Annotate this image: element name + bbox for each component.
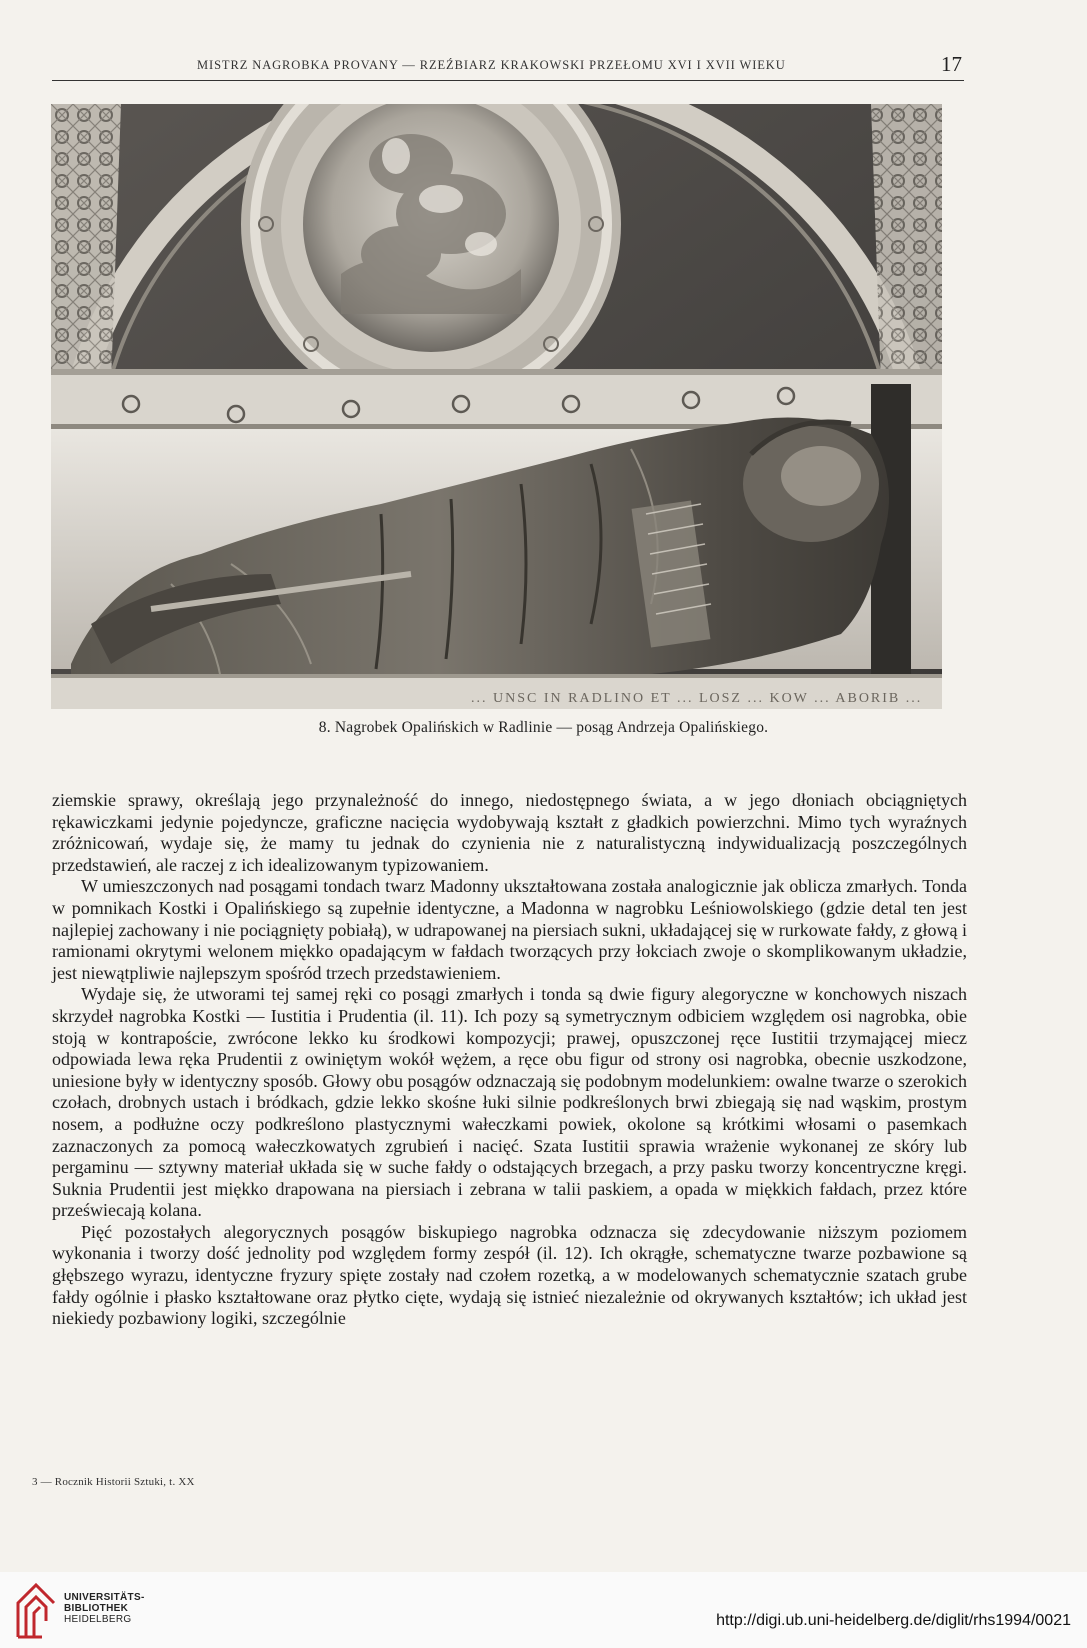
paragraph-2: W umieszczonych nad posągami tondach twarz Madonny ukształtowana została analogicznie jak oblicza zmarłych. Tonda w pomnikach Kostki i Opalińskiego są zupełnie identyczne, a Madonna w nagrobku Leśniowolskiego (gdzie detal ten jest najlepiej zachowany i nie pociągnięty pobiałą), w udrapowanej na piersiach sukni, układającej się w rurkowate fałdy, z głową i ramionami okrytymi welonem miękko opadającym w fałdach tworzących przy łokciach zwoje o skomplikowanym układzie, jest niewątpliwie najlepszym spośród trzech przedstawieniem. bbox=[52, 876, 967, 983]
library-footer bbox=[0, 1572, 1087, 1648]
library-name-line-3: HEIDELBERG bbox=[64, 1614, 132, 1625]
library-name-line-2: BIBLIOTHEK bbox=[64, 1603, 129, 1614]
paragraph-3: Wydaje się, że utworami tej samej ręki co posągi zmarłych i tonda są dwie figury alegoryczne w konchowych niszach skrzydeł nagrobka Kostki — Iustitia i Prudentia (il. 11). Ich pozy są symetrycznym odbiciem względem osi nagrobka, obie stoją w kontrapoście, zwrócone lekko ku środkowi kompozycji; prawej, opuszczonej ręce Iustitii trzymającej miecz odpowiada lewa ręka Prudentii z owiniętym wokół wężem, a ręce obu figur od strony osi nagrobka, obecnie uszkodzone, uniesione były w identyczny sposób. Głowy obu posągów odznaczają się podobnym modelunkiem: owalne twarze o szerokich czołach, drobnych ustach i bródkach, gdzie lekko skośne łuki silnie podkreślonych brwi zbiegają się nad wąskim, prostym nosem, a podłużne oczy podkreślono plastycznymi wałeczkami powiek, okolone są krótkimi włosami o pasemkach zaznaczonych za pomocą wałeczkowatych zgrubień i nacięć. Szata Iustitii sprawia wrażenie wykonanej ze skóry lub pergaminu — sztywny materiał układa się w suche fałdy o odstających brzegach, a przy pasku tworzy koncentryczne kręgi. Suknia Prudentii jest miękko drapowana na piersiach i zebrana w talii paskiem, a opada w miękkich fałdach, przez które przeświecają kolana. bbox=[52, 984, 967, 1221]
paragraph-4: Pięć pozostałych alegorycznych posągów biskupiego nagrobka odznacza się zdecydowanie niższym poziomem wykonania i tworzy dość jednolity pod względem formy zespół (il. 12). Ich okrągłe, schematyczne twarze pozbawione są głębszego wyrazu, identyczne fryzury spięte zostały nad czołem rozetką, a w modelowanych schematycznie szatach grube fałdy ogólnie i płasko kształtowane oraz płytko cięte, wydają się istnieć niezależnie od okrywanych kształtów; ich układ jest niekiedy pozbawiony logiki, szczególnie bbox=[52, 1221, 967, 1329]
page-number: 17 bbox=[941, 52, 962, 76]
library-name bbox=[64, 1592, 145, 1625]
library-name-line-1: UNIVERSITÄTS- bbox=[64, 1592, 145, 1603]
figure-caption: 8. Nagrobek Opalińskich w Radlinie — posąg Andrzeja Opalińskiego. bbox=[318, 719, 769, 736]
source-url-link[interactable]: http://digi.ub.uni-heidelberg.de/diglit/rhs1994/0021 bbox=[716, 1612, 1071, 1629]
ub-heidelberg-logo-icon bbox=[14, 1581, 58, 1639]
figure-plate-photo bbox=[51, 104, 942, 716]
running-header bbox=[52, 54, 964, 81]
effigy-inscription: ... UNSC IN RADLINO ET ... LOSZ ... KOW ... ABORIB ... bbox=[471, 691, 923, 706]
signature-footnote: 3 — Rocznik Historii Sztuki, t. XX bbox=[32, 1476, 195, 1488]
running-title: MISTRZ NAGROBKA PROVANY — RZEŹBIARZ KRAKOWSKI PRZEŁOMU XVI I XVII WIEKU bbox=[197, 58, 786, 72]
body-text bbox=[52, 790, 967, 1330]
tomb-effigy-photo bbox=[51, 104, 942, 716]
paragraph-1: ziemskie sprawy, określają jego przynależność do innego, niedostępnego świata, a w jego dłoniach obciągniętych rękawiczkami jedynie pojedyncze, graficzne nacięcia wydobywają kształt z gładkich powierzchni. Mimo tych wyraźnych zróżnicowań, wydaje się, że mamy tu jednak do czynienia nie z naturalistyczną indywidualizacją poszczególnych przedstawień, ale raczej z ich idealizowanym typizowaniem. bbox=[52, 790, 967, 875]
